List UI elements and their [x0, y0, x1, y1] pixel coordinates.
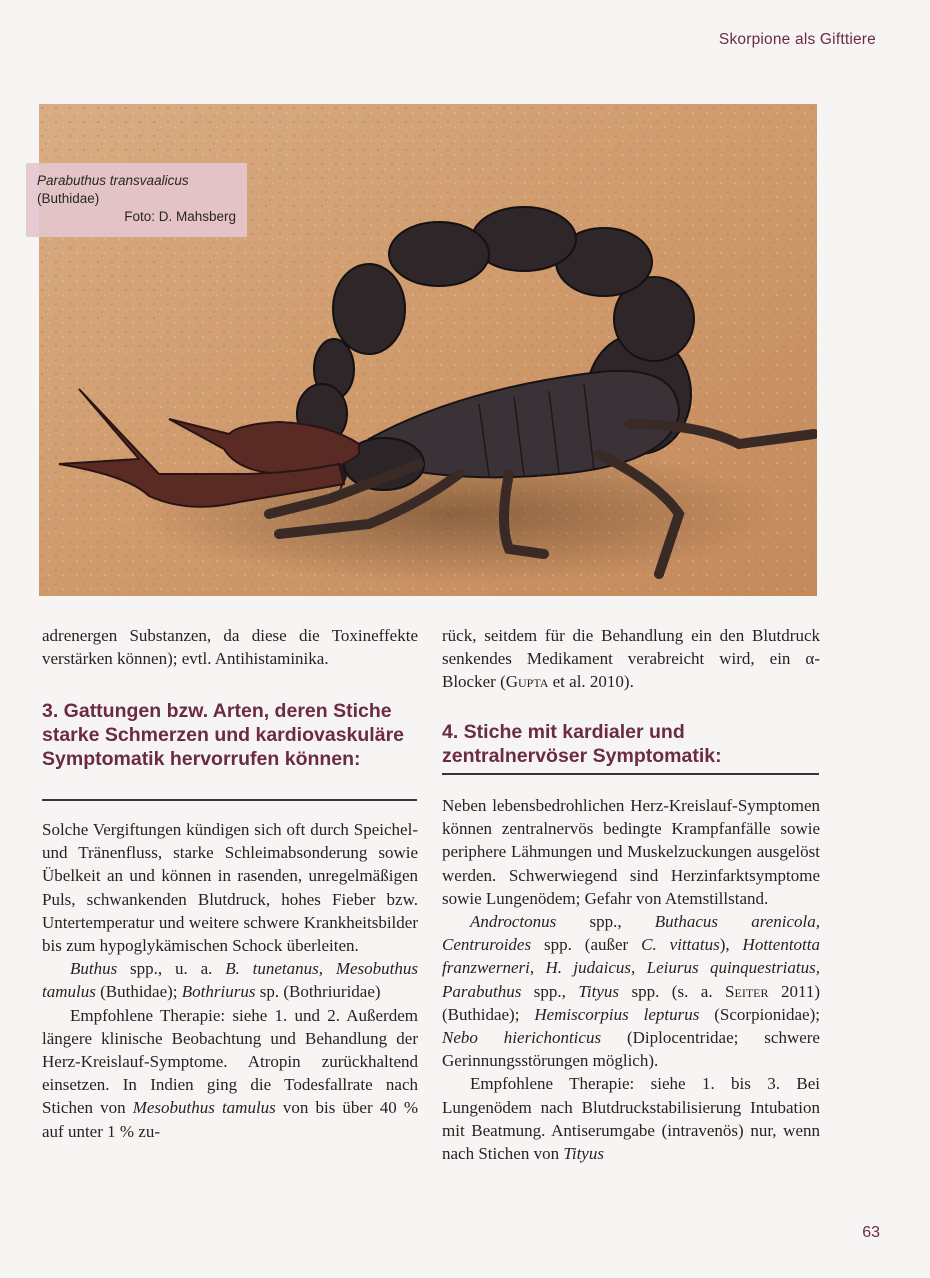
left-paragraph-1: Solche Vergiftungen kündigen sich oft durch Speichel- und Tränenfluss, starke Schleimabsonderung sowie Übelkeit an und können in rasenden, unregelmäßigen Puls, schwankenden Blutdruck, hohes Fieber bzw. Untertemperatur und weitere schwere Krankheitsbilder bis zum hypoglykämischen Schock überleiten.	[42, 820, 418, 956]
text-run: 2011) (Buthidae);	[442, 981, 820, 1024]
right-body	[442, 794, 820, 1165]
species-run: Mesobuthus tamulus	[132, 1098, 276, 1118]
left-body	[42, 818, 418, 1143]
left-paragraph-3	[42, 1004, 418, 1143]
right-paragraph-1: Neben lebensbedrohlichen Herz-Kreislauf-Symptomen können zentralnervös bedingte Krampfanfälle sowie periphere Lähmungen und Muskelzuckungen ausgelöst werden. Schwerwiegend sind Herzinfarktsymptome sowie Lungenödem; Gefahr von Atemstillstand.	[442, 796, 820, 908]
species-run: B. tunetanus, Mesobuthus tamulus	[42, 959, 418, 1002]
running-header: Skorpione als Gifttiere	[718, 31, 876, 48]
text-run: (Scorpionidae);	[699, 1004, 820, 1024]
left-intro-paragraph: adrenergen Substanzen, da diese die Toxineffekte verstärken können); evtl. Antihistaminika.	[42, 626, 418, 669]
text-run: von bis über 40 % auf unter 1 % zu-	[42, 1098, 418, 1141]
caption-species: Parabuthus transvaalicus	[37, 173, 189, 188]
right-paragraph-2	[442, 910, 820, 1072]
species-run: Tityus	[578, 981, 620, 1001]
genus-buthus: Buthus	[70, 959, 118, 979]
section-3-rule	[42, 799, 417, 801]
species-run: Tityus	[563, 1144, 604, 1164]
text-run: rück, seitdem für die Behandlung ein den Blutdruck senkendes Medikament verabreicht wird, ein α-Blocker (	[442, 626, 820, 692]
text-run: (Buthidae);	[95, 982, 182, 1002]
text-run: spp. (außer	[531, 935, 642, 955]
species-run: Nebo hierichonticus	[442, 1028, 602, 1048]
text-run: spp., u. a.	[117, 959, 226, 979]
caption-credit: Foto: D. Mahsberg	[124, 209, 236, 224]
section-4-heading: 4. Stiche mit kardialer und zentralnervöser Symptomatik:	[442, 721, 722, 767]
left-intro	[42, 624, 418, 670]
photo-caption	[26, 163, 247, 237]
species-run: Hemiscorpius lepturus	[534, 1004, 700, 1024]
author-name: Gupta	[505, 672, 549, 692]
page-number: 63	[862, 1224, 880, 1241]
text-run: (Diplocentridae; schwere Gerinnungsstörungen möglich).	[442, 1028, 820, 1071]
text-run: Empfohlene Therapie: siehe 1. und 2. Außerdem längere klinische Beobachtung und Behandlung der Herz-Kreislauf-Symptome. Atropin zurückhaltend einsetzen. In Indien ging die Todesfallrate nach Stichen von	[42, 1005, 418, 1118]
species-run: Buthacus arenicola, Centruroides	[442, 912, 820, 955]
author-name: Seiter	[725, 981, 769, 1001]
species-run: C. vittatus	[641, 935, 720, 955]
section-3-heading: 3. Gattungen bzw. Arten, deren Stiche starke Schmerzen und kardiovaskuläre Symptomatik hervorrufen können:	[42, 700, 404, 770]
right-intro-paragraph	[442, 624, 820, 694]
text-run: et al. 2010).	[548, 672, 634, 692]
text-run: ),	[719, 935, 743, 955]
text-run: Empfohlene Therapie: siehe 1. bis 3. Bei Lungenödem nach Blutdruckstabilisierung Intubation mit Beatmung. Antiserumgabe (intravenös) nur, wenn nach Stichen von	[442, 1074, 820, 1164]
caption-family: (Buthidae)	[37, 191, 100, 206]
text-run: spp. (s. a.	[619, 981, 726, 1001]
right-paragraph-3	[442, 1072, 820, 1165]
right-intro	[442, 624, 820, 694]
text-run: sp. (Bothriuridae)	[255, 982, 381, 1002]
section-4-rule	[442, 773, 819, 775]
left-paragraph-2	[42, 957, 418, 1003]
genus-bothriurus: Bothriurus	[181, 982, 256, 1002]
species-run: Androctonus	[470, 912, 557, 932]
text-run: spp.,	[556, 912, 655, 932]
species-run: Hottentotta franzwerneri, H. judaicus, Leiurus quinquestriatus, Parabuthus	[442, 935, 820, 1001]
text-run: spp.,	[521, 981, 579, 1001]
